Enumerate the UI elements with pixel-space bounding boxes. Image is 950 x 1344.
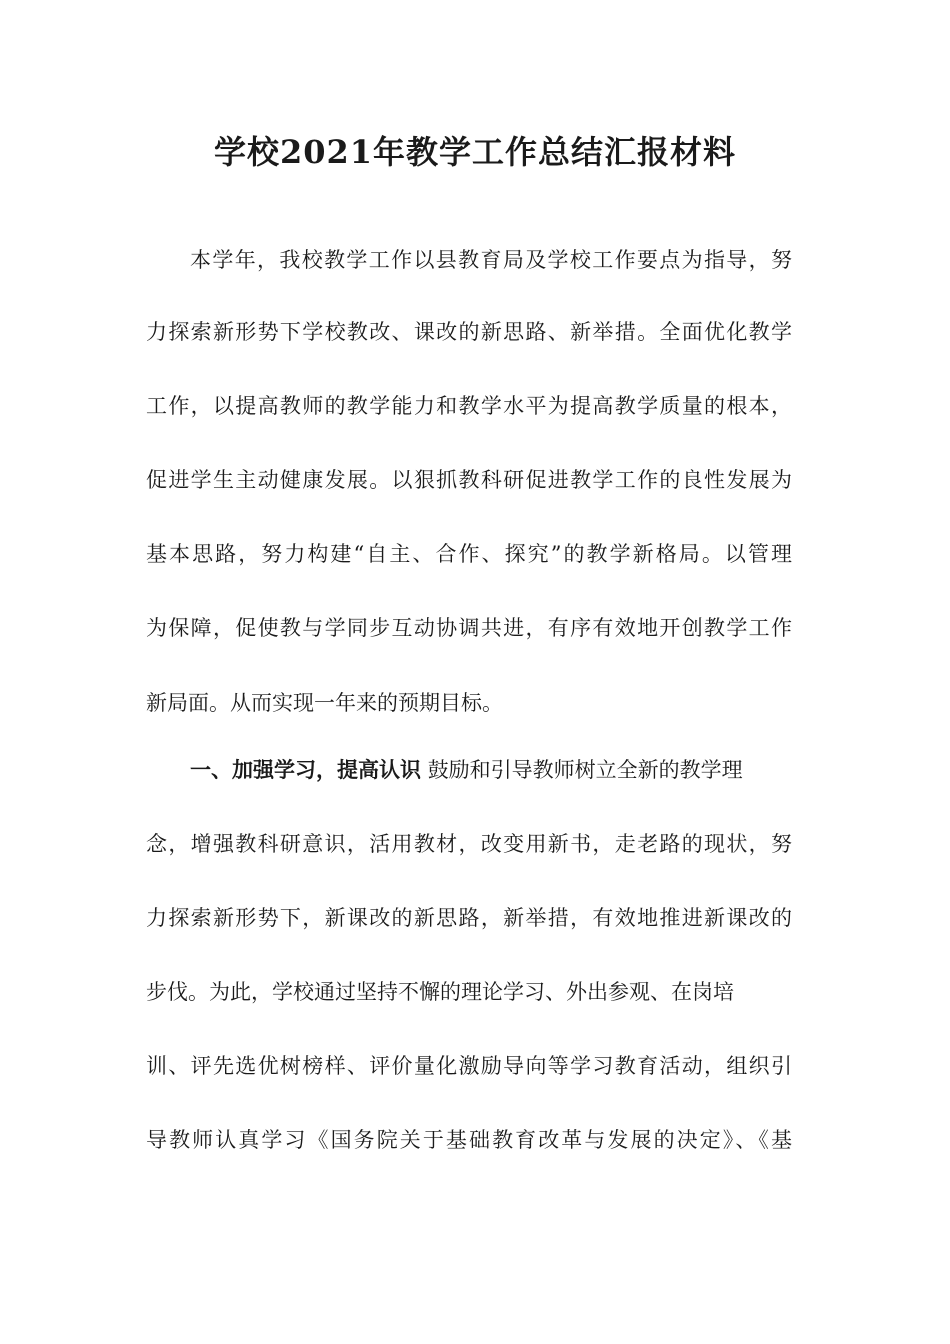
section-text: 鼓励和引导教师树立全新的教学理 <box>427 758 743 782</box>
paragraph-line: 念，增强教科研意识，活用教材，改变用新书，走老路的现状，努 <box>146 832 792 856</box>
paragraph-line: 训、评先选优树榜样、评价量化激励导向等学习教育活动，组织引 <box>146 1054 792 1078</box>
paragraph-line: 本学年，我校教学工作以县教育局及学校工作要点为指导，努 <box>190 248 792 272</box>
document-title: 学校2021年教学工作总结汇报材料 <box>213 133 737 171</box>
paragraph-line: 促进学生主动健康发展。以狠抓教科研促进教学工作的良性发展为 <box>146 468 792 492</box>
paragraph-line: 导教师认真学习《国务院关于基础教育改革与发展的决定》、《基 <box>146 1128 792 1152</box>
paragraph-line: 步伐。为此，学校通过坚持不懈的理论学习、外出参观、在岗培 <box>146 980 734 1004</box>
paragraph-line: 力探索新形势下，新课改的新思路，新举措，有效地推进新课改的 <box>146 906 792 930</box>
section-heading: 一、加强学习，提高认识 <box>190 757 421 782</box>
paragraph-line: 工作，以提高教师的教学能力和教学水平为提高教学质量的根本， <box>146 394 792 418</box>
paragraph-line: 新局面。从而实现一年来的预期目标。 <box>146 691 503 715</box>
paragraph-line: 基本思路，努力构建“自主、合作、探究”的教学新格局。以管理 <box>146 542 792 566</box>
paragraph-line: 力探索新形势下学校教改、课改的新思路、新举措。全面优化教学 <box>146 320 792 344</box>
section-first-line <box>190 755 743 785</box>
paragraph-line: 为保障，促使教与学同步互动协调共进，有序有效地开创教学工作 <box>146 616 792 640</box>
